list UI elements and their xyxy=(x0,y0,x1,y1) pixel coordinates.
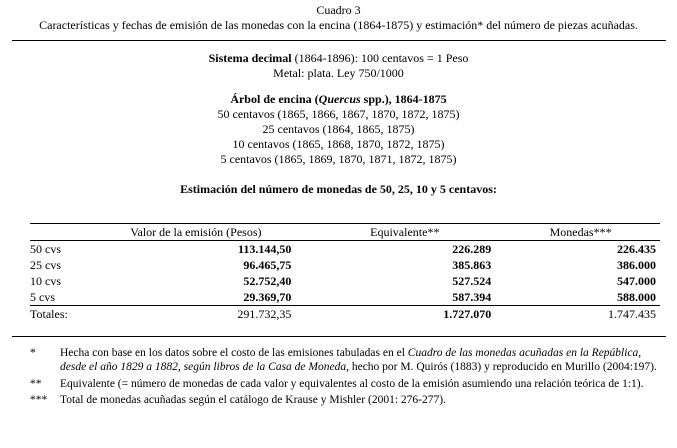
system-heading-rest: (1864-1896): 100 centavos = 1 Peso xyxy=(291,51,469,65)
footnote xyxy=(30,346,666,375)
bottom-rule xyxy=(12,336,666,337)
footnote-mark: ** xyxy=(30,377,42,390)
arbol-heading-species: Quercus xyxy=(318,92,361,106)
table-row xyxy=(30,289,660,306)
row-label: 5 cvs xyxy=(30,289,55,304)
cell-equivalente: 226.289 xyxy=(452,241,492,256)
footnotes xyxy=(30,346,666,410)
total-row xyxy=(30,306,660,323)
row-label: 10 cvs xyxy=(30,273,61,288)
estimation-table xyxy=(30,223,660,322)
table-row xyxy=(30,273,660,289)
header-cell: Valor de la emisión (Pesos) xyxy=(130,224,262,239)
header-cell: Equivalente** xyxy=(370,224,440,239)
footnote-source-title: Cuadro de las monedas acuñadas en la República, desde el año 1829 a 1882, según libros de la Casa de Moneda xyxy=(60,347,642,374)
footnote-text: Equivalente (= número de monedas de cada valor y equivalentes al costo de la emisión asumiendo una relación teórica de 1:1). xyxy=(60,377,644,390)
footnote-text xyxy=(60,346,666,375)
denomination-line: 50 centavos (1865, 1866, 1867, 1870, 1872, 1875) xyxy=(217,107,460,121)
cell-equivalente: 385.863 xyxy=(452,257,492,272)
arbol-heading-pre: Árbol de encina ( xyxy=(230,92,319,106)
denomination-line: 10 centavos (1865, 1868, 1870, 1872, 1875) xyxy=(232,137,445,151)
total-equivalente: 1.727.070 xyxy=(443,306,492,321)
cell-equivalente: 527.524 xyxy=(452,273,492,288)
row-label: 50 cvs xyxy=(30,241,61,256)
system-heading: Sistema decimal xyxy=(208,51,292,65)
footnote xyxy=(30,393,666,407)
cell-monedas: 386.000 xyxy=(617,257,656,272)
coin-description xyxy=(0,51,677,197)
arbol-heading-post: spp.), 1864-1875 xyxy=(360,92,447,106)
top-rule xyxy=(12,40,666,41)
denomination-line: 5 centavos (1865, 1869, 1870, 1871, 1872, 1875) xyxy=(220,152,457,166)
cell-valor: 113.144,50 xyxy=(238,241,292,256)
cell-valor: 52.752,40 xyxy=(243,273,292,288)
footnote-text: Total de monedas acuñadas según el catálogo de Krause y Mishler (2001: 276-277). xyxy=(60,394,446,407)
cell-equivalente: 587.394 xyxy=(452,289,492,304)
header-cell xyxy=(30,224,100,241)
arbol-heading xyxy=(0,92,677,107)
footnote-mark: * xyxy=(30,347,36,359)
row-label: 25 cvs xyxy=(30,257,61,272)
metal-line: Metal: plata. Ley 750/1000 xyxy=(273,66,404,80)
footnote-text-part: , hecho por M. Quirós (1883) y reproducido en Murillo (2004:197). xyxy=(346,361,657,374)
header-cell: Monedas*** xyxy=(549,224,612,239)
table-header-row xyxy=(30,224,660,241)
caption-text: Características y fechas de emisión de las monedas con la encina (1864-1875) y estimación* del número de piezas acuñadas. xyxy=(39,18,638,32)
total-monedas: 1.747.435 xyxy=(608,306,656,321)
cell-valor: 29.369,70 xyxy=(243,289,292,304)
footnote-text-part: Hecha con base en los datos sobre el costo de las emisiones tabuladas en el xyxy=(60,347,408,359)
footnote xyxy=(30,377,666,391)
cell-monedas: 226.435 xyxy=(617,241,656,256)
total-label: Totales: xyxy=(30,306,68,321)
estimation-title: Estimación del número de monedas de 50, 25, 10 y 5 centavos: xyxy=(180,182,497,196)
cell-monedas: 588.000 xyxy=(617,289,656,304)
footnote-mark: *** xyxy=(30,394,48,407)
cell-monedas: 547.000 xyxy=(617,273,656,288)
denomination-line: 25 centavos (1864, 1865, 1875) xyxy=(262,122,415,136)
caption-number: Cuadro 3 xyxy=(316,3,361,17)
cell-valor: 96.465,75 xyxy=(243,257,292,272)
table-row xyxy=(30,257,660,273)
table-row xyxy=(30,241,660,258)
total-valor: 291.732,35 xyxy=(237,306,292,321)
system-line xyxy=(0,51,677,66)
table-caption xyxy=(0,3,677,33)
